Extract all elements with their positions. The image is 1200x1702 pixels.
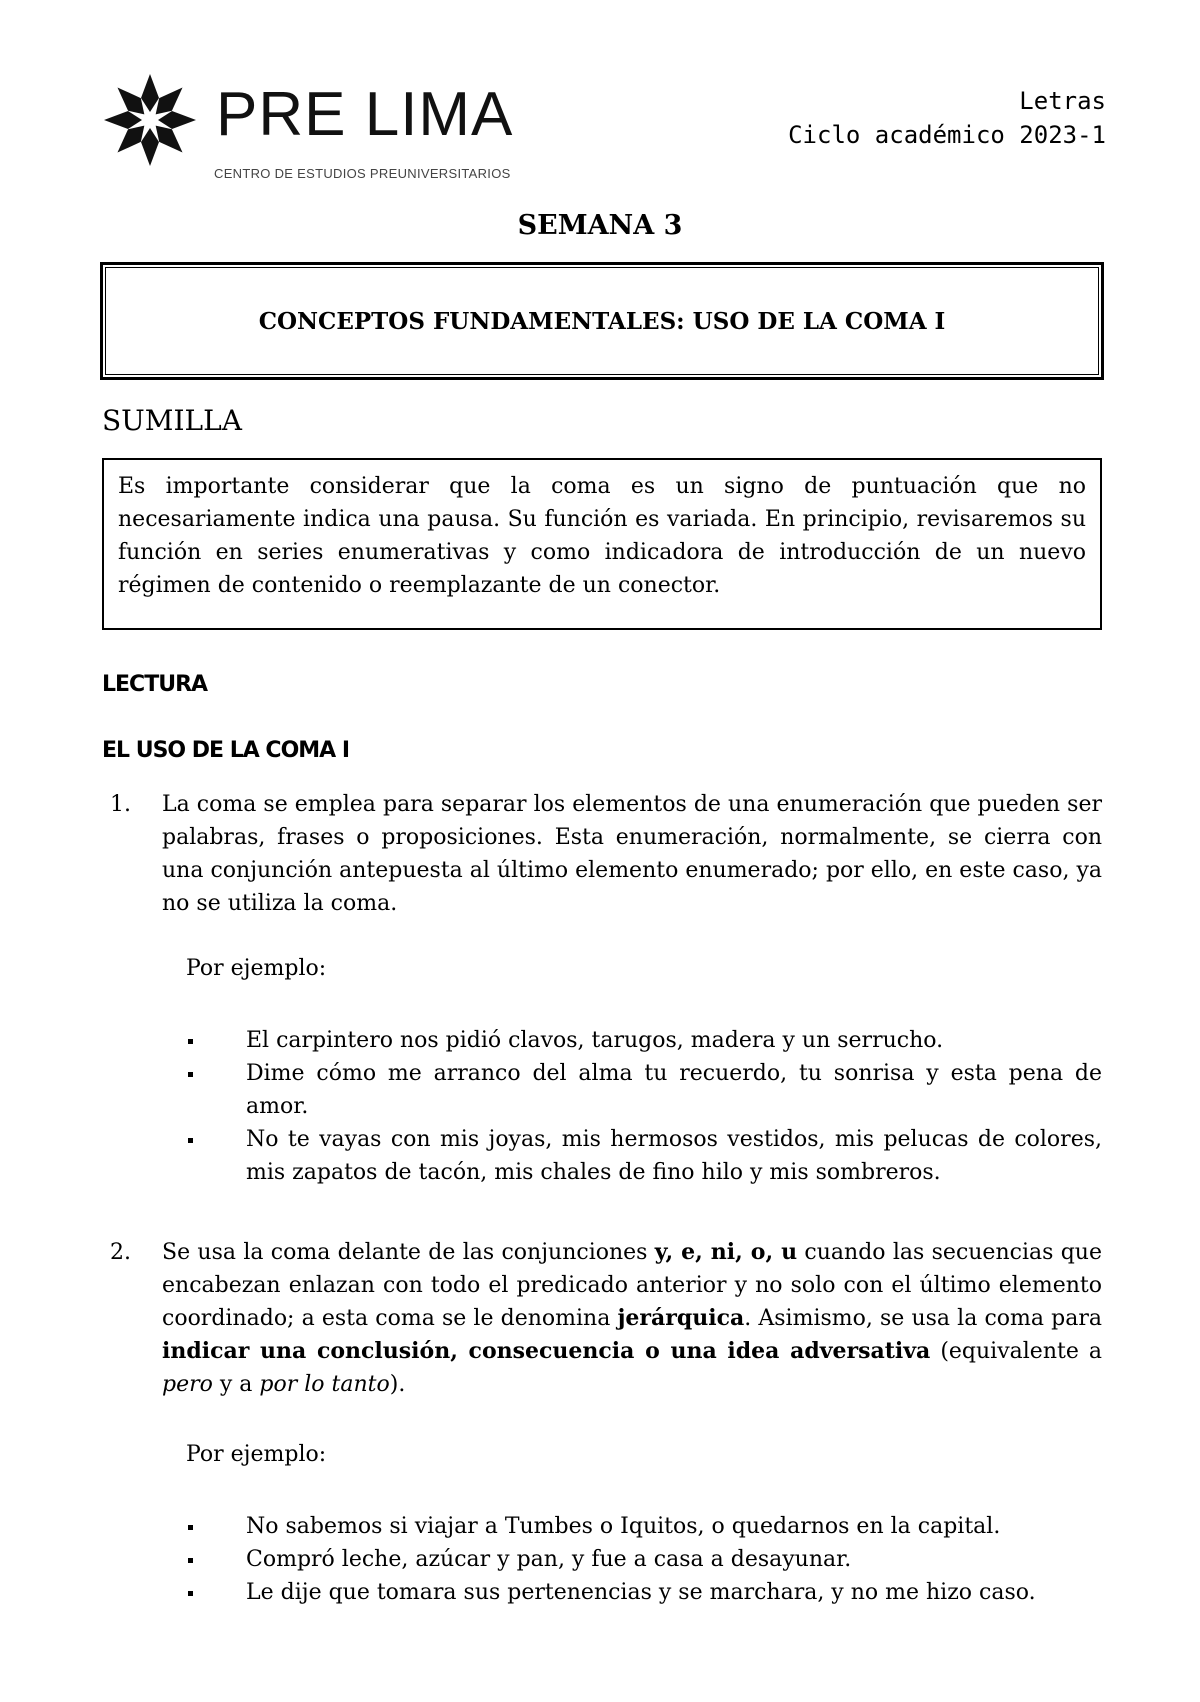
italic-pero: pero <box>162 1372 213 1397</box>
pre-lima-logo <box>100 66 540 186</box>
section-title: EL USO DE LA COMA I <box>102 738 350 763</box>
point-number: 1. <box>110 792 131 817</box>
sumilla-heading: SUMILLA <box>102 404 242 437</box>
text-run: cuando las secuencias que encabezan enlazan con todo el predicado anterior y no solo con el último elemento coordinado; a esta coma se le denomina <box>162 1240 1102 1331</box>
point-2 <box>110 1236 1102 1401</box>
lectura-heading: LECTURA <box>102 672 208 697</box>
text-run: ). <box>389 1372 406 1397</box>
title-box <box>102 264 1102 378</box>
text-run: . Asimismo, se usa la coma para <box>744 1306 1102 1331</box>
list-item: Le dije que tomara sus pertenencias y se marchara, y no me hizo caso. <box>186 1576 1102 1609</box>
logo-name: PRE LIMA <box>216 80 514 149</box>
emphasis-text: indicar una conclusión, consecuencia o una idea adversativa <box>162 1338 931 1364</box>
list-item: No sabemos si viajar a Tumbes o Iquitos, o quedarnos en la capital. <box>186 1510 1102 1543</box>
text-run: Se usa la coma delante de las conjunciones <box>162 1240 655 1265</box>
italic-por-lo-tanto: por lo tanto <box>259 1372 390 1397</box>
week-heading: SEMANA 3 <box>517 210 683 241</box>
subject-label: Letras <box>1019 87 1106 115</box>
header-course-info <box>788 84 1106 152</box>
sumilla-box <box>102 458 1102 630</box>
list-item: Dime cómo me arranco del alma tu recuerdo, tu sonrisa y esta pena de amor. <box>186 1057 1102 1123</box>
term-jerarquica: jerárquica <box>617 1305 745 1331</box>
sumilla-text: Es importante considerar que la coma es un signo de puntuación que no necesariamente indica una pausa. Su función es variada. En principio, revisaremos su función en series enumerativas y como indicadora de introducción de un nuevo régimen de contenido o reemplazante de un conector. <box>118 474 1086 598</box>
example-list <box>186 1510 1102 1609</box>
list-item: No te vayas con mis joyas, mis hermosos vestidos, mis pelucas de colores, mis zapatos de tacón, mis chales de fino hilo y mis sombreros. <box>186 1123 1102 1189</box>
example-list <box>186 1024 1102 1189</box>
example-label: Por ejemplo: <box>186 1442 327 1467</box>
logo-subtitle: CENTRO DE ESTUDIOS PREUNIVERSITARIOS <box>214 166 511 181</box>
point-text: La coma se emplea para separar los elementos de una enumeración que pueden ser palabras, frases o proposiciones. Esta enumeración, normalmente, se cierra con una conjunción antepuesta al último elemento enumerado; por ello, en este caso, ya no se utiliza la coma. <box>162 792 1102 916</box>
point-1 <box>110 788 1102 920</box>
text-run: (equivalente a <box>930 1339 1102 1364</box>
example-label: Por ejemplo: <box>186 956 327 981</box>
list-item: El carpintero nos pidió clavos, tarugos, madera y un serrucho. <box>186 1024 1102 1057</box>
star-flower-logo-icon <box>100 70 200 170</box>
text-run: y a <box>212 1372 260 1397</box>
list-item: Compró leche, azúcar y pan, y fue a casa a desayunar. <box>186 1543 1102 1576</box>
point-text <box>162 1236 1102 1401</box>
point-number: 2. <box>110 1240 131 1265</box>
document-title: CONCEPTOS FUNDAMENTALES: USO DE LA COMA I <box>258 307 946 335</box>
conjunctions-text: y, e, ni, o, u <box>654 1239 798 1265</box>
cycle-label: Ciclo académico 2023-1 <box>788 121 1106 149</box>
